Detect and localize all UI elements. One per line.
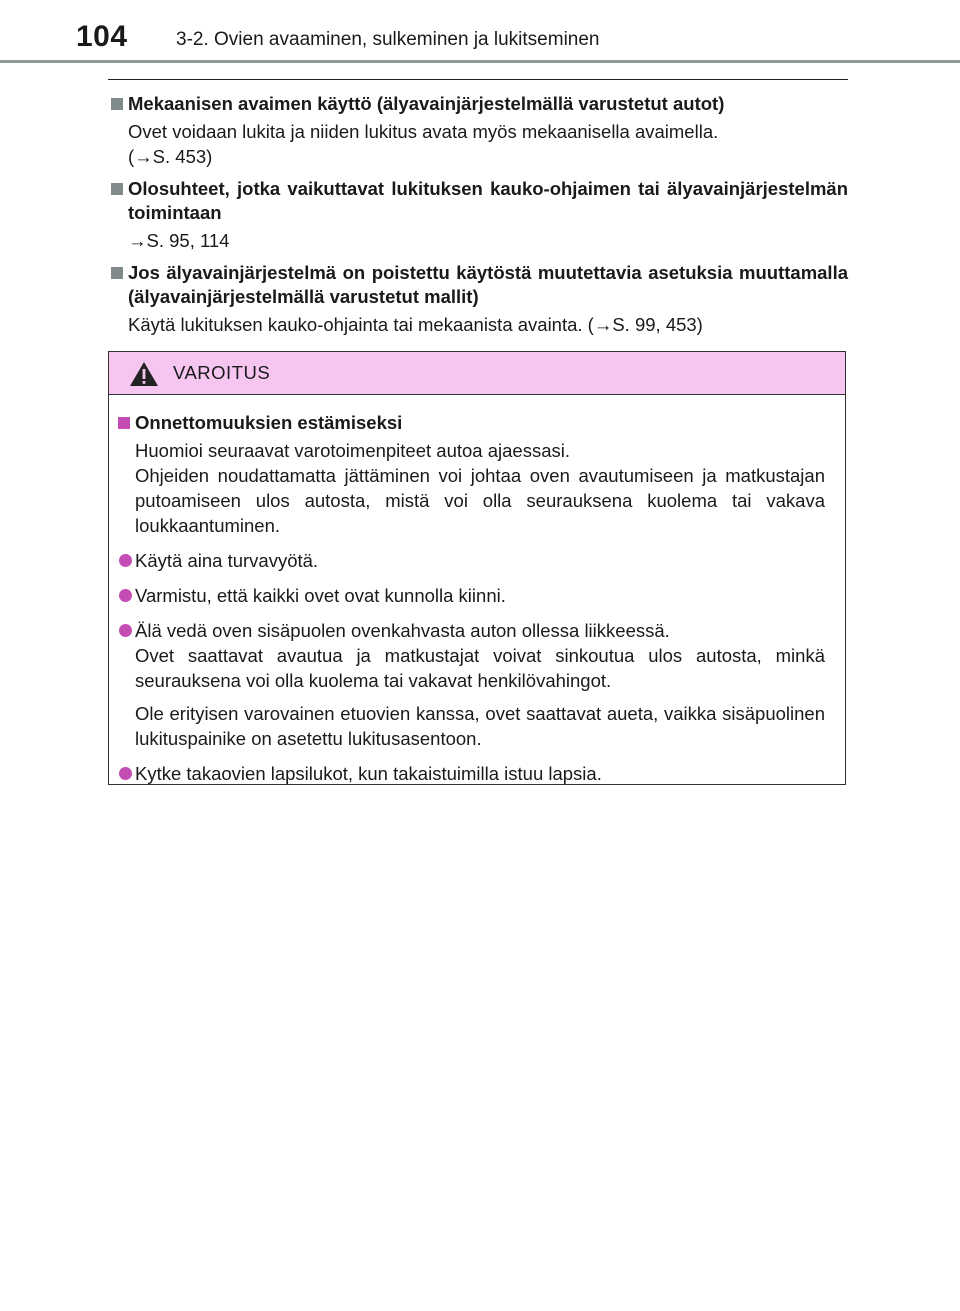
warning-bullet: Älä vedä oven sisäpuolen ovenkahvasta auton ollessa liikkeessä. Ovet saattavat avautua ja matkustajat voivat sinkoutua ulos autosta, minkä seurauksena voi olla kuolema tai vakavat henkilövahingot. [115,618,825,693]
page-reference: (→S. 453) [128,146,213,167]
section-disabled-smart-key [108,261,848,337]
warning-bullet: Varmistu, että kaikki ovet ovat kunnolla kiinni. [115,583,825,608]
header-divider [0,60,960,63]
section-title: Mekaanisen avaimen käyttö (älyavainjärjestelmällä varustetut autot) [108,92,848,116]
warning-intro: Huomioi seuraavat varotoimenpiteet autoa ajaessasi. Ohjeiden noudattamatta jättäminen voi johtaa oven avautumiseen ja matkustajan putoamiseen ulos autosta, mistä voi olla seurauksena kuolema tai vakava loukkaantuminen. [135,440,825,536]
warning-header [109,352,845,395]
warning-body [109,395,845,786]
bullet-dot-icon [119,767,132,780]
section-text: Käytä lukituksen kauko-ohjainta tai mekaanista avainta. (→S. 99, 453) [128,314,703,335]
warning-label: VAROITUS [173,362,271,383]
main-content [108,92,848,345]
section-text: Ovet voidaan lukita ja niiden lukitus avata myös mekaanisella avaimella. [128,121,719,142]
bullet-dot-icon [119,624,132,637]
page-header [0,0,960,62]
section-body [108,228,848,253]
warning-triangle-icon [129,361,159,387]
warning-bullet: Käytä aina turvavyötä. [115,548,825,573]
square-bullet-icon [111,267,123,279]
warning-bullet: Kytke takaovien lapsilukot, kun takaistuimilla istuu lapsia. [115,761,825,786]
section-body [108,312,848,337]
warning-note: Ole erityisen varovainen etuovien kanssa, ovet saattavat aueta, vaikka sisäpuolinen lukituspainike on asetettu lukitusasentoon. [135,703,825,749]
section-conditions [108,177,848,253]
page-number: 104 [76,20,128,53]
bullet-dot-icon [119,554,132,567]
bullet-dot-icon [119,589,132,602]
section-mechanical-key [108,92,848,169]
warning-title: Onnettomuuksien estämiseksi [115,411,825,435]
square-bullet-icon [118,417,130,429]
content-divider [108,79,848,80]
warning-box [108,351,846,785]
section-title: Olosuhteet, jotka vaikuttavat lukituksen kauko-ohjaimen tai älyavainjärjestelmän toimintaan [108,177,848,225]
section-title: Jos älyavainjärjestelmä on poistettu käytöstä muutettavia asetuksia muuttamalla (älyavainjärjestelmällä varustetut mallit) [108,261,848,309]
chapter-title: 3-2. Ovien avaaminen, sulkeminen ja lukitseminen [176,29,600,50]
square-bullet-icon [111,98,123,110]
square-bullet-icon [111,183,123,195]
section-body [108,119,848,169]
page-reference: →S. 95, 114 [128,230,230,251]
